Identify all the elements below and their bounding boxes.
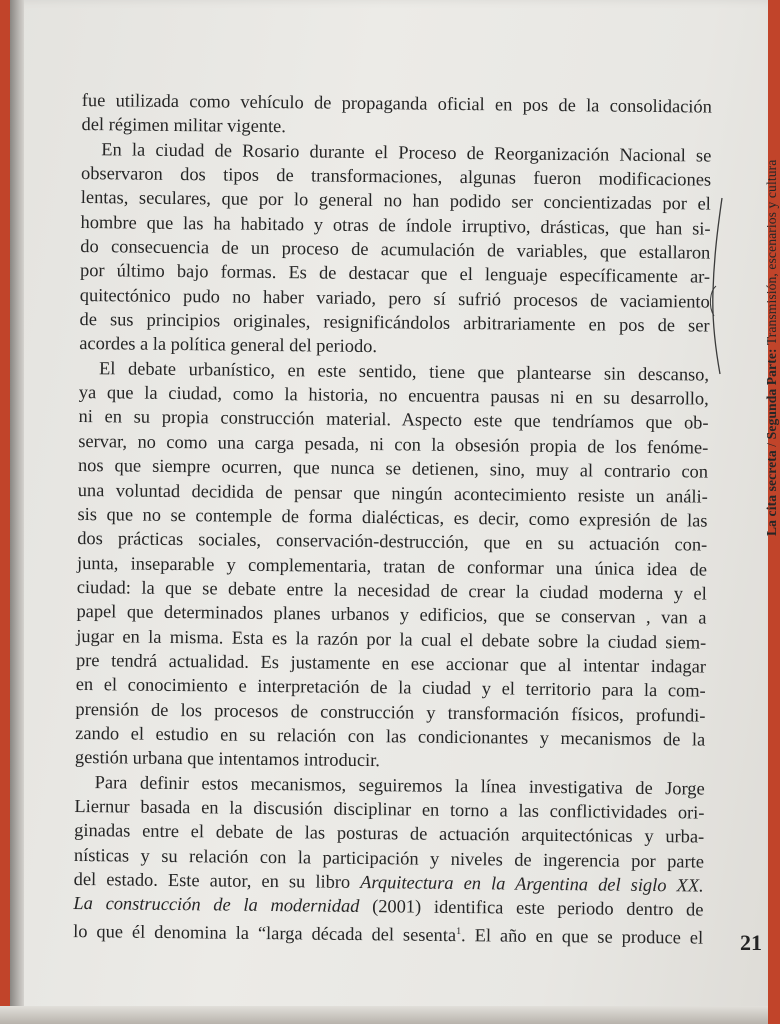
text-line: do consecuencia de un proceso de acumulación de variables, que estallaron [80, 236, 711, 263]
paragraph [74, 770, 705, 874]
text-line: El debate urbanístico, en este sentido, tiene que plantearse sin descanso, [98, 357, 710, 385]
paragraph [81, 88, 711, 143]
text-line: zando el estudio en su relación con las condicionantes y mecanismos de la [75, 722, 706, 750]
text-line: nísticas y su relación con la participación y niveles de ingerencia por parte [73, 844, 705, 872]
text-line: ni en su propia construcción material. Aspecto este que tendríamos que ob- [78, 406, 709, 434]
text-line: observaron dos tipos de transformaciones, algunas fueron modificaciones [81, 163, 712, 190]
part-label: Segunda Parte: [764, 348, 779, 440]
text-line: servar, no como una carga pesada, ni con la obsesión propia de los fenóme- [78, 430, 709, 458]
text-line: papel que determinados planes urbanos y edificios, que se conservan , van a [76, 601, 707, 628]
text-line: una voluntad decidida de pensar que ningún acontecimiento resiste un análi- [77, 479, 708, 507]
part-title: Transmisión, escenarios y cultura [764, 159, 779, 349]
text-line: dos prácticas sociales, conservación-destrucción, que en su actuación con- [77, 528, 708, 555]
text-line: En la ciudad de Rosario durante el Proceso de Reorganización Nacional se [101, 138, 712, 166]
footnote-ref: 1 [456, 925, 462, 937]
book-subtitle-italic: La construcción de la modernidad [73, 893, 360, 917]
pencil-margin-mark [700, 196, 730, 376]
text-line: ciudad: la que se debate entre la necesidad de crear la ciudad moderna y el [76, 576, 707, 604]
text-line: quitectónico pudo no haber variado, pero sí sufrió procesos de vaciamiento [79, 284, 710, 312]
text-line: pre tendrá actualidad. Es justamente en ese accionar que al intentar indagar [75, 649, 707, 677]
running-head-vertical [764, 160, 780, 536]
paragraphs-container [74, 88, 712, 874]
paragraph-tail [73, 867, 704, 947]
page-number: 21 [740, 930, 762, 955]
text-line: ya que la ciudad, como la historia, no encuentra pausas ni en su desarrollo, [78, 382, 709, 409]
text-span: (2001) identifica este periodo dentro de [359, 896, 704, 920]
text-line: gestión urbana que intentamos introducir. [74, 747, 381, 771]
text-line: Para definir estos mecanismos, seguiremos la línea investigativa de Jorge [94, 771, 705, 799]
paragraph [75, 356, 709, 776]
text-line: prensión de los procesos de construcción y transformación físicos, profundi- [75, 698, 706, 726]
text-line: del régimen militar vigente. [81, 114, 286, 137]
text-line: lentas, seculares, que por lo general no han podido ser concientizadas por el [80, 187, 711, 214]
text-line: nos que siempre ocurren, que nunca se detienen, sino, muy al contrario con [77, 455, 709, 482]
book-title-italic: Arquitectura en la Argentina del siglo XX. [360, 871, 704, 896]
spine-shadow [10, 0, 24, 1024]
text-line: hombre que las ha habitado y otras de índole irruptivo, drásticas, que han si- [80, 211, 711, 239]
text-line: en el conocimiento e interpretación de la ciudad y el territorio para la com- [75, 674, 706, 701]
text-line: Liernur basada en la discusión disciplinar en torno a las conflictividades ori- [74, 795, 705, 823]
text-line: acordes a la política general del periodo. [79, 333, 378, 357]
head-separator: / [764, 439, 779, 451]
text-line: sis que no se contemple de forma dialécticas, es decir, como expresión de las [77, 503, 708, 531]
paragraph [79, 137, 711, 363]
text-line: jugar en la misma. Esta es la razón por la cual el debate sobre la ciudad siem- [76, 625, 707, 653]
text-span: lo que él denomina la “larga década del sesenta [73, 920, 457, 945]
text-span: . El año en que se produce el [460, 924, 704, 948]
book-name: La cita secreta [764, 450, 779, 536]
text-line: ginadas entre el debate de las posturas de actuación arquitectónicas y urba- [74, 820, 705, 847]
page-bottom-edge [0, 1006, 768, 1024]
text-line: de sus principios originales, resignificándolos arbitrariamente en pos de ser [79, 309, 710, 336]
text-line: junta, inseparable y complementaria, tratan de conformar una única idea de [76, 552, 708, 580]
text-line: por último bajo formas. Es de destacar que el lenguaje específicamente ar- [79, 260, 711, 287]
text-line: fue utilizada como vehículo de propaganda oficial en pos de la consolidación [81, 89, 712, 117]
text-span: del estado. Este autor, en su libro [73, 868, 361, 892]
body-text [73, 88, 712, 947]
